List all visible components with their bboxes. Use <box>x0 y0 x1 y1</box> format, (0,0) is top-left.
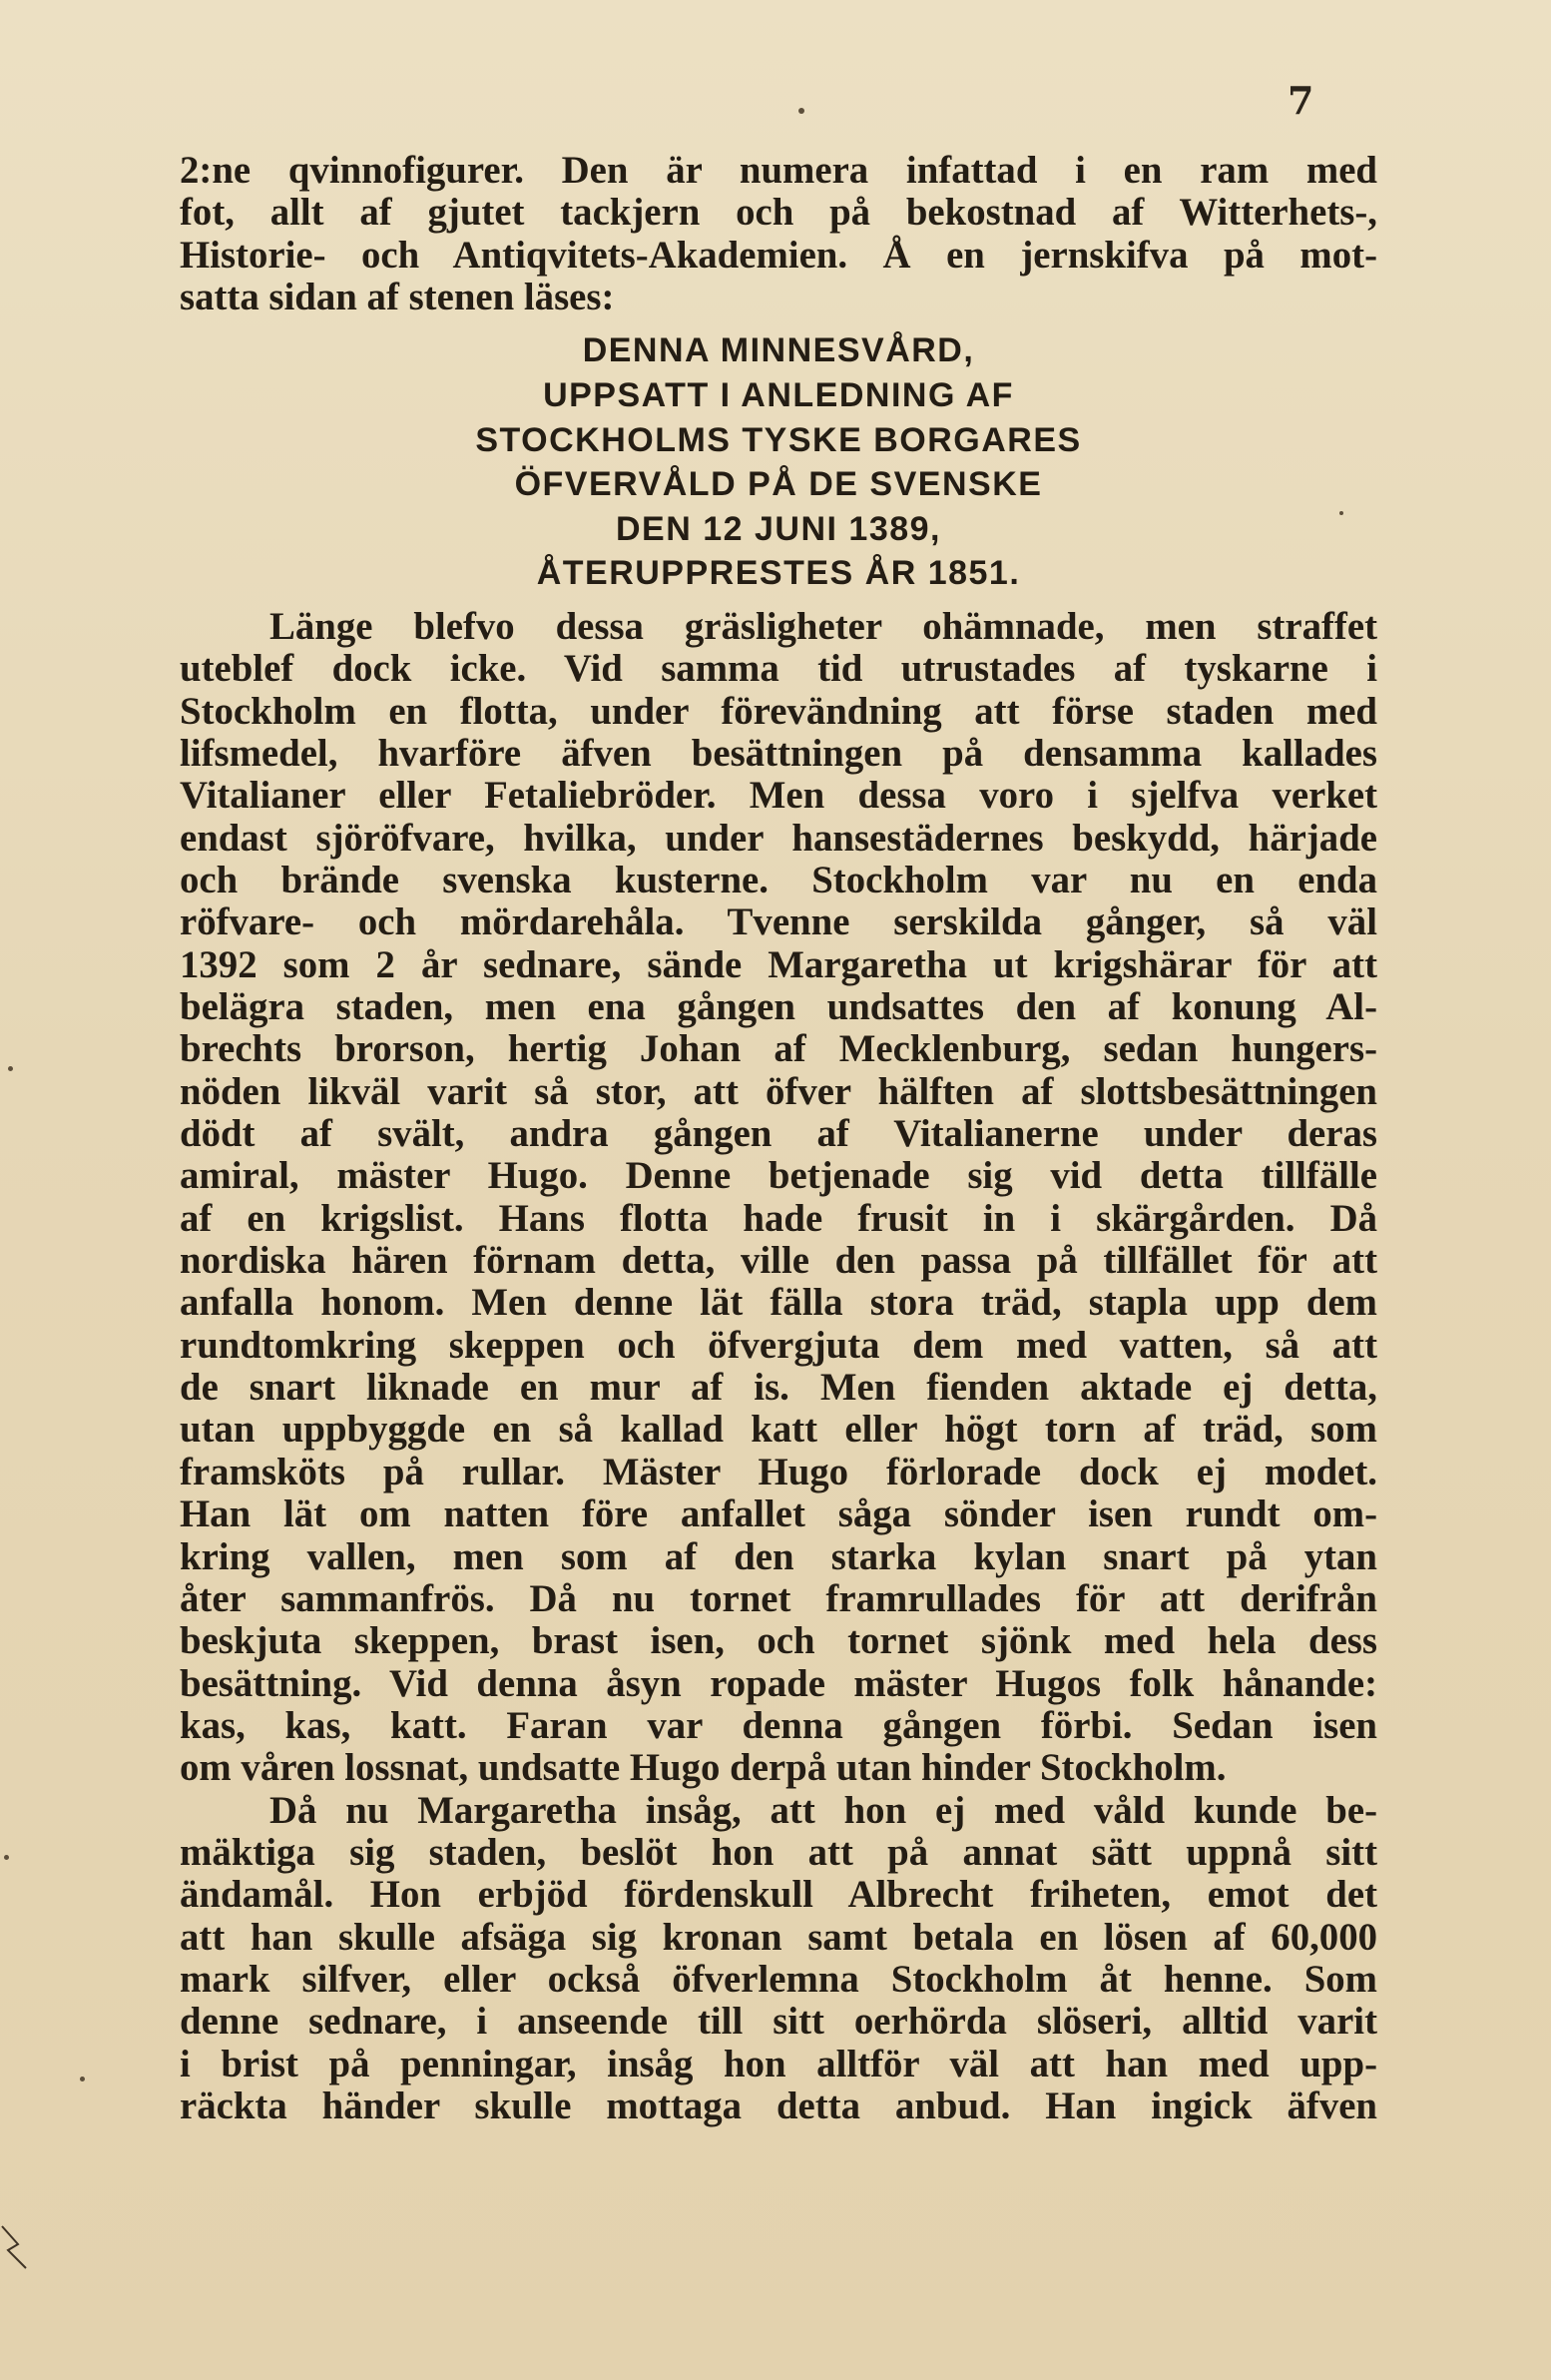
text-line: i brist på penningar, insåg hon alltför väl att han med upp- <box>180 2043 1377 2085</box>
text-line: denne sednare, i anseende till sitt oerhörda slöseri, alltid varit <box>180 2001 1377 2044</box>
text-line: anfalla honom. Men denne lät fälla stora träd, stapla upp dem <box>180 1282 1377 1325</box>
text-line: beskjuta skeppen, brast isen, och tornet sjönk med hela dess <box>180 1620 1377 1663</box>
text-line: röfvare- och mördarehåla. Tvenne serskilda gånger, så väl <box>180 901 1377 944</box>
paper-speck <box>798 108 804 114</box>
text-line: belägra staden, men ena gången undsattes den af konung Al- <box>180 986 1377 1029</box>
text-line: Historie- och Antiqvitets-Akademien. Å en jernskifva på mot- <box>180 234 1377 277</box>
text-line: Då nu Margaretha insåg, att hon ej med våld kunde be- <box>269 1789 1377 1832</box>
text-line: räckta händer skulle mottaga detta anbud. Han ingick äfven <box>180 2084 1377 2127</box>
text-line: att han skulle afsäga sig kronan samt betala en lösen af 60,000 <box>180 1916 1377 1959</box>
text-line: mäktiga sig staden, beslöt hon att på annat sätt uppnå sitt <box>180 1831 1377 1874</box>
text-line: nordiska hären förnam detta, ville den passa på tillfället för att <box>180 1240 1377 1283</box>
text-line: Stockholm en flotta, under förevändning att förse staden med <box>180 690 1377 733</box>
inscription-line: STOCKHOLMS TYSKE BORGARES <box>475 420 1082 459</box>
paragraph-1 <box>180 150 1377 318</box>
text-line: ändamål. Hon erbjöd fördenskull Albrecht friheten, emot det <box>180 1874 1377 1917</box>
text-line: Vitalianer eller Fetaliebröder. Men dessa voro i sjelfva verket <box>180 775 1377 818</box>
inscription-line: UPPSATT I ANLEDNING AF <box>543 375 1014 414</box>
text-line: om våren lossnat, undsatte Hugo derpå utan hinder Stockholm. <box>180 1747 1227 1790</box>
text-line: och brände svenska kusterne. Stockholm var nu en enda <box>180 860 1377 901</box>
paper-speck <box>8 1066 13 1071</box>
text-line: Han lät om natten före anfallet såga sönder isen rundt om- <box>180 1493 1377 1536</box>
text-line: brechts brorson, hertig Johan af Mecklenburg, sedan hungers- <box>180 1028 1377 1071</box>
paper-speck <box>80 2077 85 2082</box>
text-line: fot, allt af gjutet tackjern och på bekostnad af Witterhets-, <box>180 192 1377 235</box>
body-text <box>180 150 1377 2127</box>
text-line: lifsmedel, hvarföre äfven besättningen på densamma kallades <box>180 732 1377 775</box>
text-line: 2:ne qvinnofigurer. Den är numera infattad i en ram med <box>180 150 1377 192</box>
text-line: nöden likväl varit så stor, att öfver hälften af slottsbesättningen <box>180 1070 1377 1113</box>
text-line: besättning. Vid denna åsyn ropade mäster Hugos folk hånande: <box>180 1662 1377 1705</box>
paper-tear-mark <box>0 2216 40 2276</box>
text-line: dödt af svält, andra gången af Vitalianerne under deras <box>180 1113 1377 1156</box>
inscription-line: DENNA MINNESVÅRD, <box>582 331 975 370</box>
paper-speck <box>1339 511 1343 515</box>
paragraph-3 <box>180 1790 1377 2128</box>
inscription-line: ÖFVERVÅLD PÅ DE SVENSKE <box>514 465 1043 504</box>
text-line: mark silfver, eller också öfverlemna Stockholm åt henne. Som <box>180 1958 1377 2001</box>
text-line: endast sjöröfvare, hvilka, under hansestädernes beskydd, härjade <box>180 817 1377 860</box>
text-line: af en krigslist. Hans flotta hade frusit in i skärgården. Då <box>180 1197 1377 1240</box>
text-line: Länge blefvo dessa gräsligheter ohämnade, men straffet <box>269 605 1377 648</box>
text-line: amiral, mäster Hugo. Denne betjenade sig vid detta tillfälle <box>180 1155 1377 1198</box>
text-line: de snart liknade en mur af is. Men fienden aktade ej detta, <box>180 1367 1377 1410</box>
text-line: åter sammanfrös. Då nu tornet framrullades för att derifrån <box>180 1577 1377 1620</box>
page-number: 7 <box>1288 78 1314 123</box>
inscription-line: ÅTERUPPRESTES ÅR 1851. <box>536 554 1021 593</box>
text-line: rundtomkring skeppen och öfvergjuta dem med vatten, så att <box>180 1324 1377 1367</box>
paragraph-2 <box>180 606 1377 1790</box>
inscription-line: DEN 12 JUNI 1389, <box>616 509 941 548</box>
text-line: 1392 som 2 år sednare, sände Margaretha ut krigshärar för att <box>180 943 1377 986</box>
text-line: utan uppbyggde en så kallad katt eller högt torn af träd, som <box>180 1409 1377 1452</box>
text-line: uteblef dock icke. Vid samma tid utrustades af tyskarne i <box>180 648 1377 691</box>
text-line: kas, kas, katt. Faran var denna gången förbi. Sedan isen <box>180 1704 1377 1747</box>
inscription <box>180 328 1377 596</box>
text-line: framsköts på rullar. Mäster Hugo förlorade dock ej modet. <box>180 1451 1377 1493</box>
text-line: satta sidan af stenen läses: <box>180 277 615 319</box>
text-line: kring vallen, men som af den starka kylan snart på ytan <box>180 1535 1377 1578</box>
paper-speck <box>4 1855 9 1860</box>
